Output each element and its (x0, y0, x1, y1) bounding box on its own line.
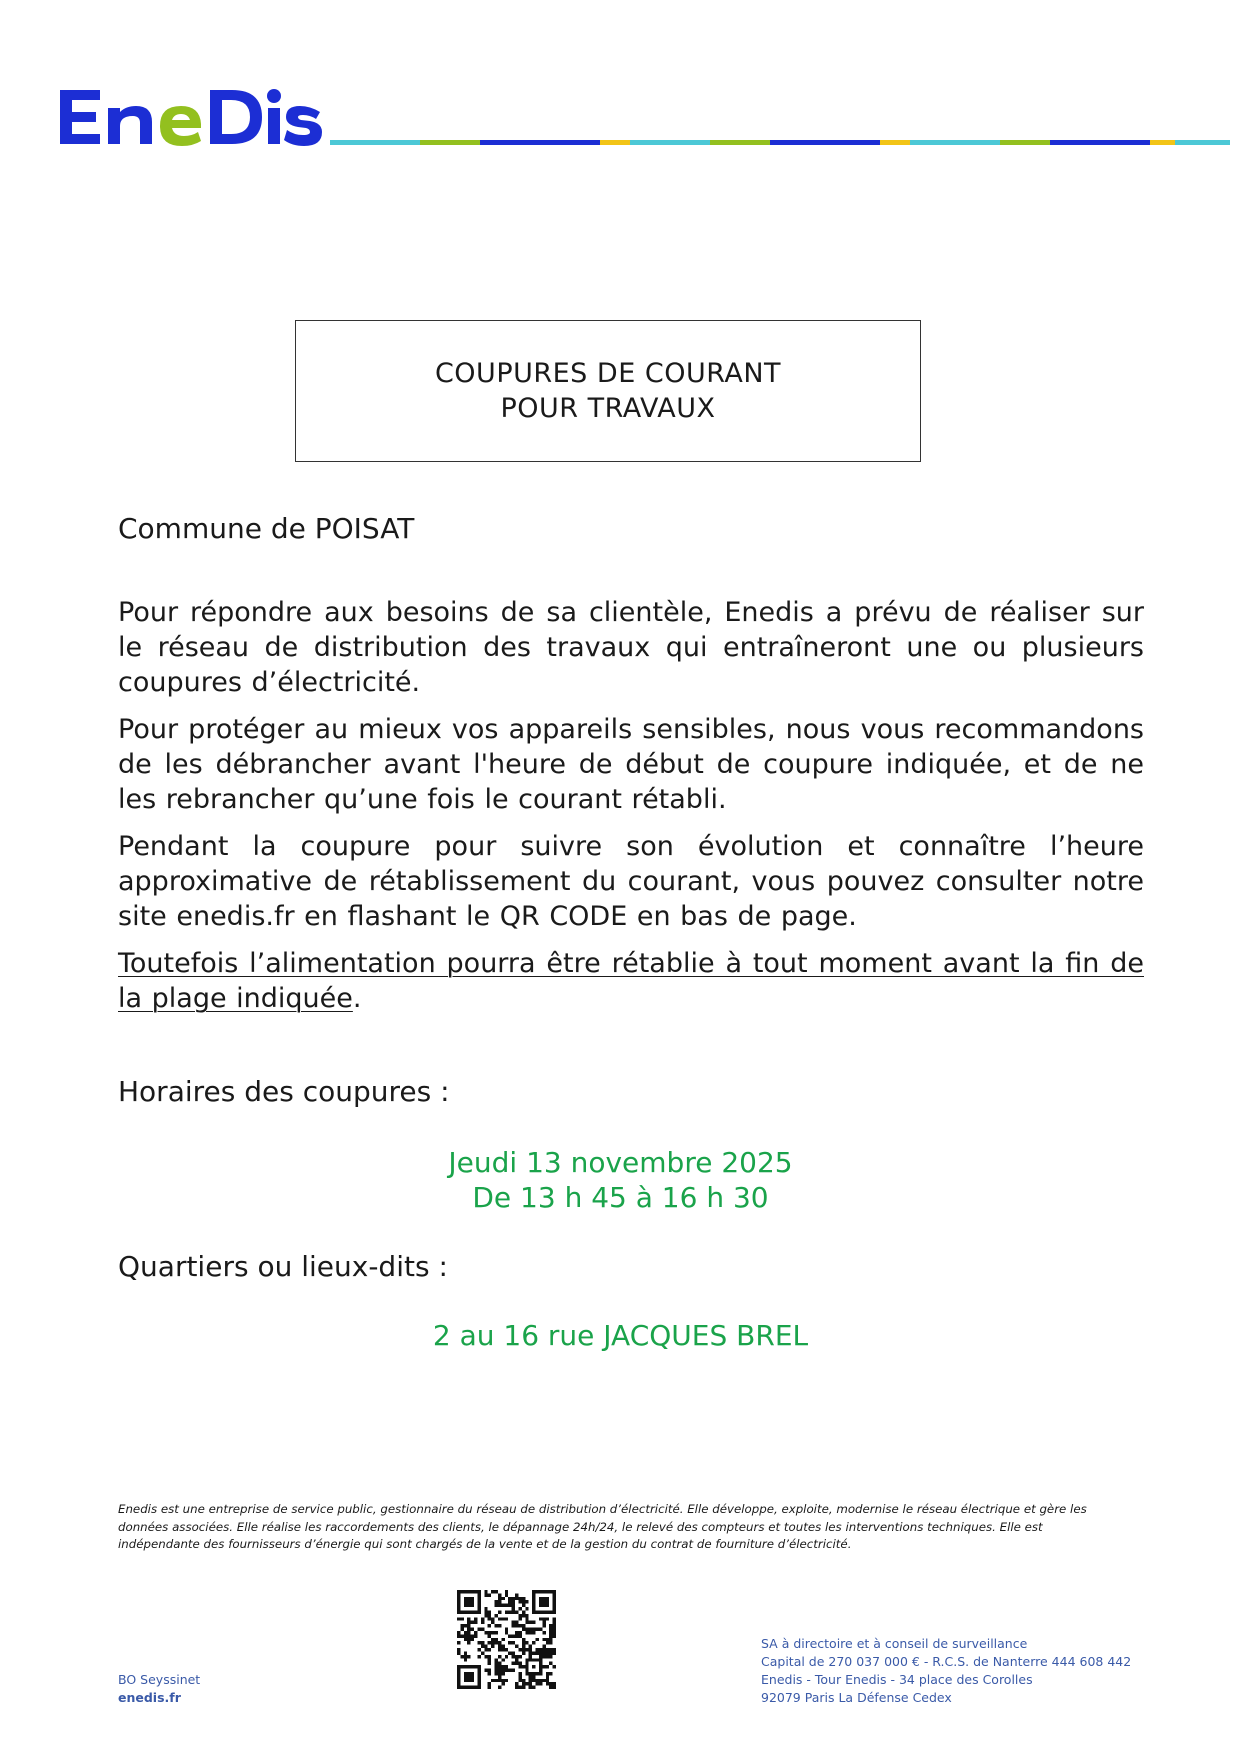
locations-heading: Quartiers ou lieux-dits : (118, 1250, 448, 1283)
footer-legal-block (761, 1635, 1131, 1707)
tracking-paragraph: Pendant la coupure pour suivre son évolution et connaître l’heure approximative de rétablissement du courant, vous pouvez consulter notre site enedis.fr en flashant le QR CODE en bas de page. (118, 831, 1144, 932)
footer-url-link[interactable]: enedis.fr (118, 1690, 181, 1705)
header-stripe (330, 140, 1230, 145)
schedule-heading: Horaires des coupures : (118, 1075, 450, 1108)
location-street: 2 au 16 rue JACQUES BREL (432, 1319, 809, 1352)
qr-code-icon[interactable] (457, 1590, 556, 1689)
footer-office-block (118, 1671, 200, 1707)
title-line-1: COUPURES DE COURANT (434, 358, 782, 389)
enedis-logo (60, 86, 322, 148)
notice-underlined-text: Toutefois l’alimentation pourra être rétablie à tout moment avant la fin de la plage indiquée (118, 948, 1144, 1014)
schedule-date: Jeudi 13 novembre 2025 (448, 1146, 793, 1179)
title-box (295, 320, 921, 462)
commune-name: Commune de POISAT (118, 512, 415, 545)
footer-legal-line: 92079 Paris La Défense Cedex (761, 1690, 952, 1705)
footer-office: BO Seyssinet (118, 1672, 201, 1687)
title-line-2: POUR TRAVAUX (500, 393, 716, 424)
notice-end: . (352, 983, 362, 1014)
notice-paragraph (118, 946, 1144, 1016)
intro-paragraph: Pour répondre aux besoins de sa clientèle, Enedis a prévu de réaliser sur le réseau de distribution des travaux qui entraîneront une ou plusieurs coupures d’électricité. (118, 597, 1144, 698)
footer-legal-line: Enedis - Tour Enedis - 34 place des Corolles (761, 1672, 1033, 1687)
footer-legal-line: SA à directoire et à conseil de surveillance (761, 1636, 1028, 1651)
advice-paragraph: Pour protéger au mieux vos appareils sensibles, nous vous recommandons de les débrancher avant l'heure de début de coupure indiquée, et de ne les rebrancher qu’une fois le courant rétabli. (118, 714, 1144, 815)
footer-legal-line: Capital de 270 037 000 € - R.C.S. de Nanterre 444 608 442 (761, 1654, 1132, 1669)
company-disclaimer: Enedis est une entreprise de service public, gestionnaire du réseau de distribution d’électricité. Elle développe, exploite, modernise le réseau électrique et gère les données associées. Elle réalise les raccordements des clients, le dépannage 24h/24, le relevé des compteurs et toutes les interventions techniques. Elle est indépendante des fournisseurs d’énergie qui sont chargés de la vente et de la gestion du contrat de fourniture d’électricité. (118, 1502, 1087, 1551)
schedule-hours: De 13 h 45 à 16 h 30 (472, 1181, 769, 1214)
